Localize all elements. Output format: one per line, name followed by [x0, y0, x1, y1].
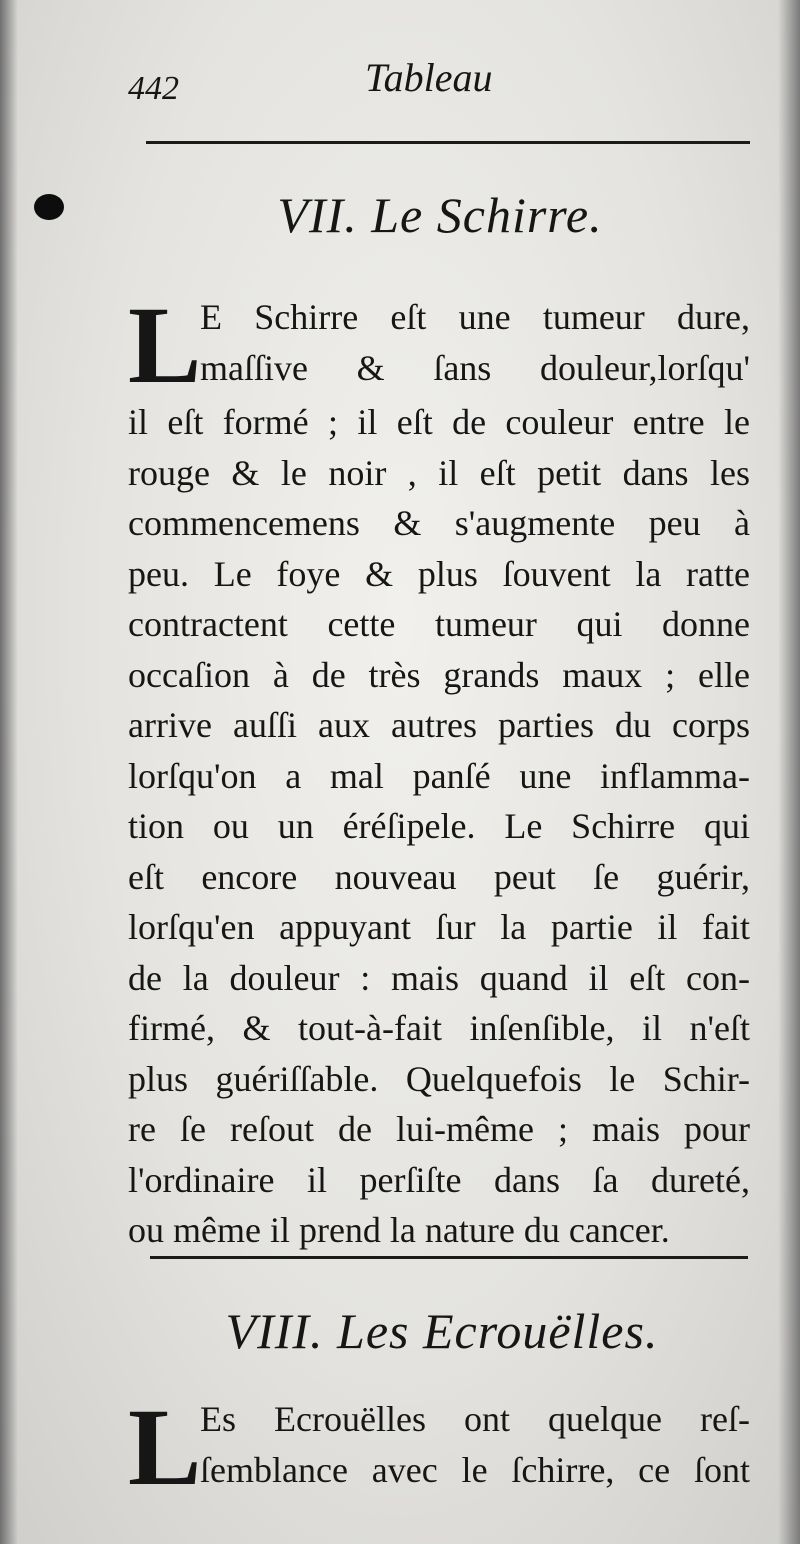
- section-divider-rule: [150, 1256, 748, 1259]
- dropcap-paragraph-start: [128, 284, 750, 406]
- text-line: eſt encore nouveau peut ſe guérir,: [128, 856, 750, 897]
- section-heading-vii: VII. Le Schirre.: [277, 187, 603, 243]
- text-line: rouge & le noir , il eſt petit dans les: [128, 452, 750, 493]
- text-line: l'ordinaire il perſiſte dans ſa dureté,: [128, 1159, 750, 1200]
- text-line: arrive auſſi aux autres parties du corps: [128, 705, 750, 745]
- text-line: contractent cette tumeur qui donne: [128, 604, 750, 644]
- dropcap-lines: [200, 1394, 750, 1495]
- text-line: firmé, & tout-à-fait inſenſible, il n'eſt: [128, 1008, 750, 1048]
- text-line: plus guériſſable. Quelquefois le Schir-: [128, 1058, 750, 1099]
- text-line: ou même il prend la nature du cancer.: [128, 1210, 670, 1250]
- text-line: re ſe reſout de lui-même ; mais pour: [128, 1109, 750, 1149]
- text-line: il eſt formé ; il eſt de couleur entre le: [128, 402, 750, 442]
- text-line: de la douleur : mais quand il eſt con-: [128, 957, 750, 998]
- dropcap-lines: [200, 292, 750, 393]
- text-line: peu. Le foye & plus ſouvent la ratte: [128, 553, 750, 594]
- drop-cap: L: [128, 1386, 202, 1508]
- section-heading-viii: VIII. Les Ecrouëlles.: [225, 1303, 659, 1359]
- text-line: maſſive & ſans douleur,lorſqu': [200, 347, 750, 388]
- text-line: lorſqu'on a mal panſé une inflamma-: [128, 755, 750, 796]
- dropcap-paragraph-start: [128, 1386, 750, 1508]
- text-line: tion ou un éréſipele. Le Schirre qui: [128, 806, 750, 846]
- running-head: [120, 48, 750, 108]
- text-line: ſemblance avec le ſchirre, ce ſont: [200, 1449, 750, 1490]
- text-line: E Schirre eſt une tumeur dure,: [200, 297, 750, 337]
- drop-cap: L: [128, 284, 202, 406]
- section-body-viii: [128, 1386, 750, 1508]
- running-title: Tableau: [365, 55, 493, 100]
- text-line: occaſion à de très grands maux ; elle: [128, 654, 750, 695]
- section-body-vii: [128, 284, 750, 1256]
- page-number: 442: [128, 70, 179, 107]
- text-line: lorſqu'en appuyant ſur la partie il fait: [128, 907, 750, 947]
- text-line: Es Ecrouëlles ont quelque reſ-: [200, 1399, 750, 1439]
- header-rule: [146, 141, 750, 144]
- text-line: commencemens & s'augmente peu à: [128, 503, 750, 543]
